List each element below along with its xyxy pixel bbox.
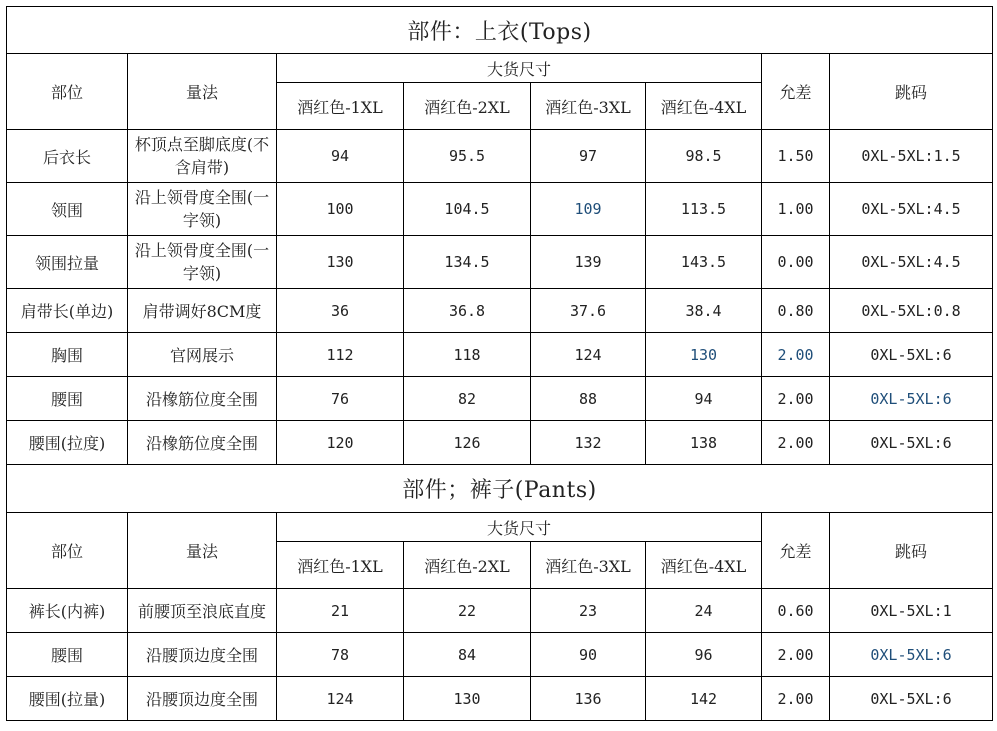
row-value-1xl: 112 bbox=[277, 333, 404, 377]
row-tolerance: 0.00 bbox=[762, 236, 830, 289]
row-method: 杯顶点至脚底度(不含肩带) bbox=[128, 130, 277, 183]
row-method: 沿腰顶边度全围 bbox=[128, 677, 277, 721]
row-value-1xl: 120 bbox=[277, 421, 404, 465]
size-header-4xl: 酒红色-4XL bbox=[646, 542, 762, 589]
row-value-2xl: 36.8 bbox=[404, 289, 531, 333]
row-part: 裤长(内裤) bbox=[7, 589, 128, 633]
header-part: 部位 bbox=[7, 54, 128, 130]
row-value-3xl: 37.6 bbox=[531, 289, 646, 333]
table-row bbox=[7, 333, 993, 377]
row-value-4xl: 24 bbox=[646, 589, 762, 633]
table-row bbox=[7, 677, 993, 721]
row-value-1xl: 94 bbox=[277, 130, 404, 183]
row-value-1xl: 36 bbox=[277, 289, 404, 333]
row-value-4xl: 38.4 bbox=[646, 289, 762, 333]
row-value-3xl: 136 bbox=[531, 677, 646, 721]
row-method: 沿橡筋位度全围 bbox=[128, 377, 277, 421]
header-part: 部位 bbox=[7, 513, 128, 589]
row-value-3xl: 139 bbox=[531, 236, 646, 289]
row-part: 腰围 bbox=[7, 633, 128, 677]
row-method: 沿橡筋位度全围 bbox=[128, 421, 277, 465]
row-part: 领围拉量 bbox=[7, 236, 128, 289]
row-value-3xl: 109 bbox=[531, 183, 646, 236]
row-value-2xl: 134.5 bbox=[404, 236, 531, 289]
row-grading: 0XL-5XL:6 bbox=[830, 377, 993, 421]
header-tolerance: 允差 bbox=[762, 54, 830, 130]
row-part: 领围 bbox=[7, 183, 128, 236]
row-part: 腰围(拉度) bbox=[7, 421, 128, 465]
row-value-2xl: 82 bbox=[404, 377, 531, 421]
row-value-4xl: 142 bbox=[646, 677, 762, 721]
row-value-4xl: 138 bbox=[646, 421, 762, 465]
size-chart-table bbox=[6, 6, 993, 721]
row-grading: 0XL-5XL:6 bbox=[830, 333, 993, 377]
row-part: 后衣长 bbox=[7, 130, 128, 183]
row-grading: 0XL-5XL:4.5 bbox=[830, 183, 993, 236]
row-value-4xl: 143.5 bbox=[646, 236, 762, 289]
row-value-2xl: 95.5 bbox=[404, 130, 531, 183]
pants-title: 部件；裤子(Pants) bbox=[7, 465, 993, 513]
row-part: 腰围(拉量) bbox=[7, 677, 128, 721]
tops-title: 部件：上衣(Tops) bbox=[7, 7, 993, 54]
header-grading: 跳码 bbox=[830, 54, 993, 130]
row-value-2xl: 104.5 bbox=[404, 183, 531, 236]
row-part: 胸围 bbox=[7, 333, 128, 377]
table-row bbox=[7, 130, 993, 183]
row-value-4xl: 130 bbox=[646, 333, 762, 377]
row-method: 前腰顶至浪底直度 bbox=[128, 589, 277, 633]
row-value-3xl: 90 bbox=[531, 633, 646, 677]
row-tolerance: 2.00 bbox=[762, 333, 830, 377]
table-row bbox=[7, 289, 993, 333]
size-header-2xl: 酒红色-2XL bbox=[404, 83, 531, 130]
row-tolerance: 2.00 bbox=[762, 421, 830, 465]
table-row bbox=[7, 183, 993, 236]
size-header-4xl: 酒红色-4XL bbox=[646, 83, 762, 130]
row-value-3xl: 88 bbox=[531, 377, 646, 421]
row-tolerance: 1.50 bbox=[762, 130, 830, 183]
size-header-1xl: 酒红色-1XL bbox=[277, 542, 404, 589]
row-part: 肩带长(单边) bbox=[7, 289, 128, 333]
size-header-3xl: 酒红色-3XL bbox=[531, 83, 646, 130]
row-value-3xl: 132 bbox=[531, 421, 646, 465]
table-row bbox=[7, 633, 993, 677]
row-method: 沿上领骨度全围(一字领) bbox=[128, 183, 277, 236]
row-value-1xl: 124 bbox=[277, 677, 404, 721]
row-grading: 0XL-5XL:1 bbox=[830, 589, 993, 633]
tops-title-row bbox=[7, 7, 993, 54]
header-grading: 跳码 bbox=[830, 513, 993, 589]
row-value-2xl: 84 bbox=[404, 633, 531, 677]
row-value-3xl: 23 bbox=[531, 589, 646, 633]
row-part: 腰围 bbox=[7, 377, 128, 421]
header-tolerance: 允差 bbox=[762, 513, 830, 589]
row-value-4xl: 98.5 bbox=[646, 130, 762, 183]
row-grading: 0XL-5XL:6 bbox=[830, 677, 993, 721]
row-method: 官网展示 bbox=[128, 333, 277, 377]
row-grading: 0XL-5XL:6 bbox=[830, 633, 993, 677]
table-row bbox=[7, 589, 993, 633]
row-grading: 0XL-5XL:0.8 bbox=[830, 289, 993, 333]
size-chart-sheet bbox=[6, 6, 992, 721]
size-header-2xl: 酒红色-2XL bbox=[404, 542, 531, 589]
row-value-4xl: 94 bbox=[646, 377, 762, 421]
row-grading: 0XL-5XL:4.5 bbox=[830, 236, 993, 289]
row-value-2xl: 22 bbox=[404, 589, 531, 633]
header-bulk-size: 大货尺寸 bbox=[277, 513, 762, 542]
row-tolerance: 1.00 bbox=[762, 183, 830, 236]
table-row bbox=[7, 421, 993, 465]
row-grading: 0XL-5XL:1.5 bbox=[830, 130, 993, 183]
tops-header-row bbox=[7, 54, 993, 83]
header-method: 量法 bbox=[128, 54, 277, 130]
row-value-4xl: 96 bbox=[646, 633, 762, 677]
row-method: 肩带调好8CM度 bbox=[128, 289, 277, 333]
row-tolerance: 0.80 bbox=[762, 289, 830, 333]
row-value-4xl: 113.5 bbox=[646, 183, 762, 236]
pants-title-row bbox=[7, 465, 993, 513]
row-value-3xl: 97 bbox=[531, 130, 646, 183]
row-value-1xl: 130 bbox=[277, 236, 404, 289]
row-grading: 0XL-5XL:6 bbox=[830, 421, 993, 465]
header-bulk-size: 大货尺寸 bbox=[277, 54, 762, 83]
row-value-2xl: 118 bbox=[404, 333, 531, 377]
row-tolerance: 2.00 bbox=[762, 633, 830, 677]
row-value-1xl: 76 bbox=[277, 377, 404, 421]
row-value-2xl: 130 bbox=[404, 677, 531, 721]
row-method: 沿上领骨度全围(一字领) bbox=[128, 236, 277, 289]
row-value-3xl: 124 bbox=[531, 333, 646, 377]
row-method: 沿腰顶边度全围 bbox=[128, 633, 277, 677]
size-header-1xl: 酒红色-1XL bbox=[277, 83, 404, 130]
header-method: 量法 bbox=[128, 513, 277, 589]
row-value-1xl: 21 bbox=[277, 589, 404, 633]
row-value-2xl: 126 bbox=[404, 421, 531, 465]
row-tolerance: 2.00 bbox=[762, 677, 830, 721]
table-row bbox=[7, 377, 993, 421]
table-row bbox=[7, 236, 993, 289]
pants-header-row bbox=[7, 513, 993, 542]
row-tolerance: 2.00 bbox=[762, 377, 830, 421]
size-header-3xl: 酒红色-3XL bbox=[531, 542, 646, 589]
row-value-1xl: 100 bbox=[277, 183, 404, 236]
row-value-1xl: 78 bbox=[277, 633, 404, 677]
row-tolerance: 0.60 bbox=[762, 589, 830, 633]
